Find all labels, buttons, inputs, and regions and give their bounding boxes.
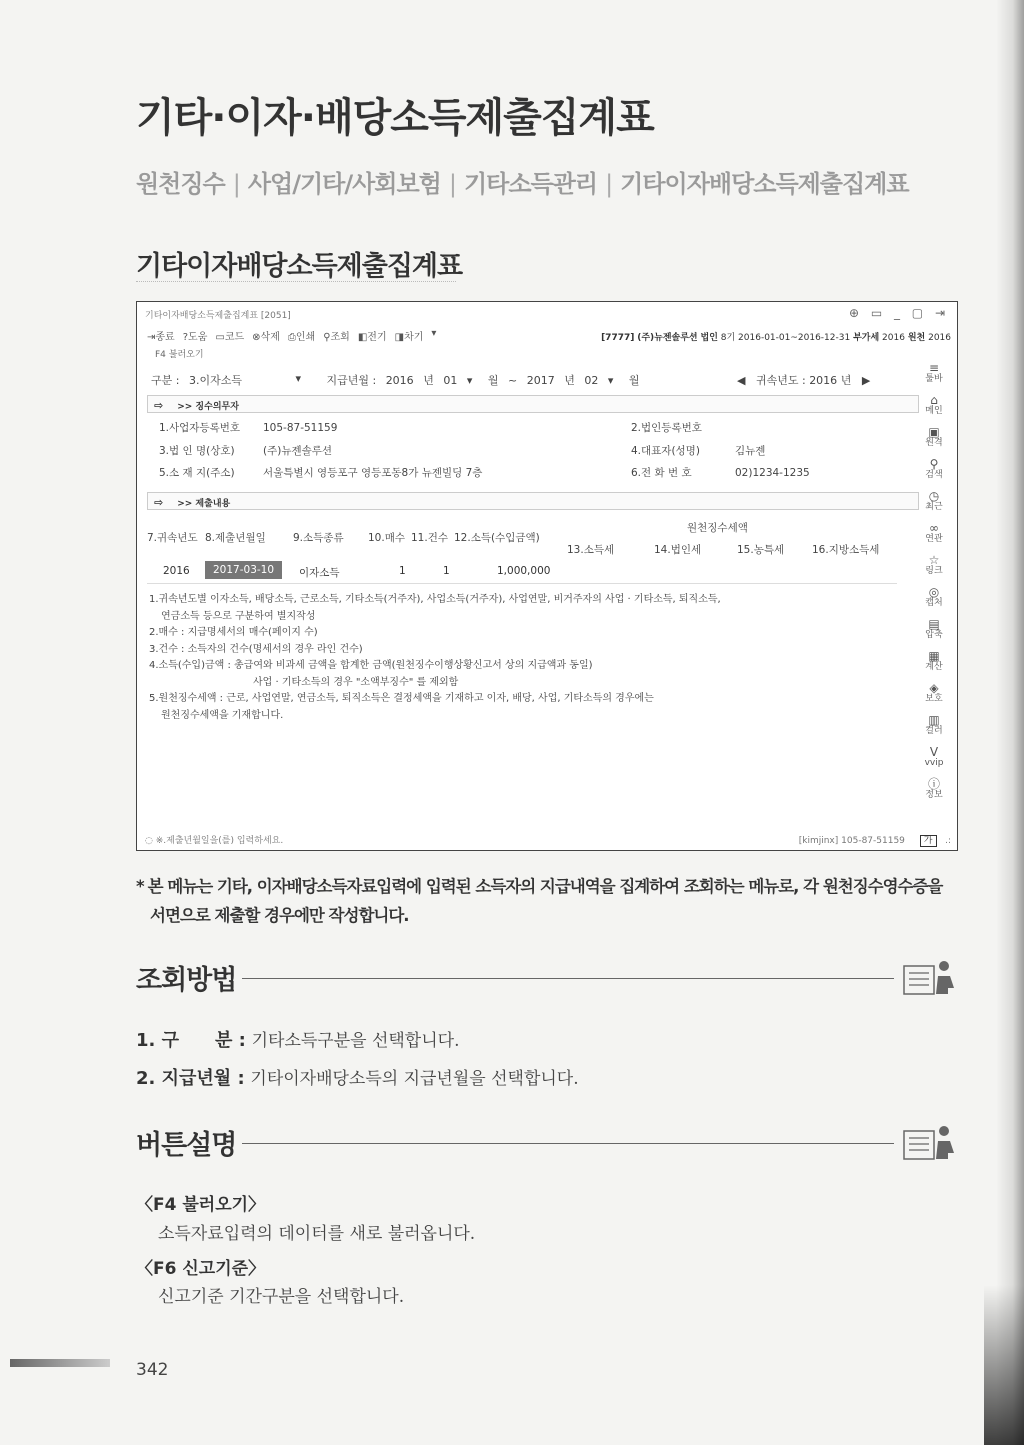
- tel-row: [631, 465, 810, 480]
- toolbar-help-button[interactable]: [183, 328, 208, 343]
- document-person-icon: [902, 1123, 958, 1163]
- sidebar-item-compress[interactable]: [917, 618, 951, 649]
- sidebar-label: 계산: [925, 662, 943, 673]
- table-cell-year[interactable]: 2016: [163, 565, 190, 577]
- section-subtitle: 기타이자배당소득제출집계표: [136, 251, 463, 282]
- arrow-right-icon: ⇨: [154, 496, 164, 509]
- toolbar-label: 삭제: [260, 332, 280, 343]
- toolbar-search-button[interactable]: [323, 328, 350, 343]
- sidebar-label: 캡처: [925, 598, 943, 609]
- sidebar-item-capture[interactable]: [917, 586, 951, 617]
- sidebar-label: 원격: [925, 438, 943, 449]
- page-note: [136, 872, 966, 930]
- note-line: 3.건수 : 소득자의 건수(명세서의 경우 라인 건수): [149, 643, 363, 655]
- toolbar-label: 인쇄: [295, 332, 316, 343]
- field-label: 1.사업자등록번호: [159, 422, 241, 434]
- sidebar-item-color[interactable]: [917, 714, 951, 745]
- toolbar-code-button[interactable]: [215, 328, 244, 343]
- vat-label: 부가세: [853, 333, 880, 343]
- sidebar-label: 정보: [925, 790, 943, 801]
- subtitle-underline: [136, 281, 456, 282]
- rep-row: [631, 443, 765, 458]
- footer-bar: [10, 1359, 110, 1367]
- breadcrumb-separator: |: [448, 170, 456, 198]
- note-star: *: [136, 877, 144, 896]
- address-value[interactable]: 서울특별시 영등포구 영등포동8가 뉴젠빌딩 7층: [263, 467, 483, 479]
- table-header: 12.소득(수입금액): [454, 532, 540, 544]
- note-line: 1.귀속년도별 이자소득, 배당소득, 근로소득, 기타소득(거주자), 사업소득(거주자), 사업연말, 비거주자의 사업 · 기타소득, 퇴직소득,: [149, 594, 721, 605]
- page-corner-shadow: [984, 1285, 1024, 1445]
- withhold-year[interactable]: 2016: [928, 333, 951, 343]
- biz-no-value[interactable]: 105-87-51159: [263, 422, 338, 434]
- arrow-right-icon: ⇨: [154, 399, 164, 412]
- year-unit: 년: [564, 374, 575, 387]
- table-header: 8.제출년월일: [205, 532, 266, 544]
- from-month-select[interactable]: [443, 374, 478, 387]
- company-type: 법인: [700, 333, 718, 343]
- submission-table: [147, 520, 897, 584]
- field-notes: [149, 592, 889, 724]
- resize-grip-icon[interactable]: .:: [939, 836, 951, 846]
- sidebar-item-calculator[interactable]: [917, 650, 951, 681]
- keyboard-mode[interactable]: 가: [920, 835, 937, 847]
- breadcrumb-item: 사업/기타/사회보험: [247, 170, 441, 198]
- attribution-year-value[interactable]: 2016: [809, 374, 838, 387]
- button-f6-desc: 신고기준 기간구분을 선택합니다.: [158, 1287, 405, 1307]
- note-line: 서면으로 제출할 경우에만 작성합니다.: [150, 906, 409, 925]
- exit-icon: ⇥: [147, 332, 156, 343]
- f4-load-button[interactable]: F4 불러오기: [155, 350, 204, 360]
- field-label: 6.전 화 번 호: [631, 467, 692, 479]
- company-code: [7777]: [601, 333, 635, 343]
- status-bizno: 105-87-51159: [841, 836, 905, 846]
- to-month-value: 02: [584, 374, 599, 387]
- sidebar-item-search[interactable]: [917, 458, 951, 489]
- company-name: (주)뉴젠솔루션: [637, 333, 698, 343]
- to-month-select[interactable]: [584, 374, 619, 387]
- toolbar-more-icon[interactable]: ▾: [431, 328, 437, 339]
- attribution-year-label: 귀속년도 :: [755, 374, 806, 387]
- toolbar-icon: ≡: [928, 361, 940, 375]
- code-icon: ▭: [215, 332, 225, 343]
- table-header: 11.건수: [411, 532, 448, 544]
- window-title: 기타이자배당소득제출집계표 [2051]: [145, 311, 291, 321]
- note-line: 2.매수 : 지급명세서의 매수(페이지 수): [149, 627, 318, 638]
- sidebar-label: 보호: [925, 694, 943, 705]
- sidebar-item-protect[interactable]: [917, 682, 951, 713]
- info-icon: ⓘ: [927, 777, 940, 791]
- page-edge-shadow: [996, 0, 1024, 1445]
- field-label: 4.대표자(성명): [631, 445, 700, 457]
- breadcrumb-separator: |: [232, 170, 240, 198]
- toolbar-exit-button[interactable]: [147, 328, 175, 343]
- help-icon: ?: [182, 332, 189, 343]
- corp-no-row: [631, 420, 735, 435]
- section-header-submission: [147, 492, 919, 510]
- sidebar-label: 링크: [925, 566, 943, 577]
- toolbar-delete-button[interactable]: [252, 328, 280, 343]
- sidebar-label: 연관: [925, 534, 943, 545]
- table-cell-submit-date[interactable]: 2017-03-10: [205, 561, 282, 579]
- withhold-label: 원천: [907, 333, 926, 343]
- compress-icon: ▤: [928, 617, 940, 631]
- sidebar-item-main[interactable]: [917, 394, 951, 425]
- search-icon: ⚲: [929, 457, 939, 471]
- section-header-withholder: [147, 395, 919, 413]
- sidebar-item-link[interactable]: [917, 554, 951, 585]
- table-cell-amount[interactable]: 1,000,000: [497, 565, 551, 577]
- section-rule: [242, 1143, 894, 1144]
- category-label: 구분 :: [151, 374, 180, 387]
- filter-bar: [151, 372, 646, 388]
- breadcrumb-item: 기타이자배당소득제출집계표: [620, 170, 909, 198]
- name-row: [159, 443, 332, 458]
- sidebar-label: 컬러: [925, 726, 943, 737]
- table-header: 7.귀속년도: [147, 532, 198, 544]
- table-header: 13.소득세: [567, 544, 615, 556]
- toolbar-print-button[interactable]: [288, 328, 315, 343]
- rep-value[interactable]: 김뉴젠: [735, 445, 766, 457]
- category-value: 3.이자소득: [188, 374, 242, 387]
- category-select[interactable]: [189, 372, 307, 388]
- to-year-input[interactable]: 2017: [526, 374, 555, 387]
- next-year-icon[interactable]: ▶: [861, 374, 871, 387]
- toolbar-label: 전기: [367, 332, 387, 343]
- table-header: 15.농특세: [737, 544, 785, 556]
- table-cell-count[interactable]: 1: [443, 565, 450, 577]
- search-icon: ⚲: [323, 332, 331, 343]
- toolbar-prev-button[interactable]: [358, 328, 387, 343]
- page-title: 기타·이자·배당소득제출집계표: [136, 95, 654, 141]
- query-item: [136, 1026, 459, 1052]
- query-item-desc: 기타이자배당소득의 지급년월을 선택합니다.: [250, 1069, 579, 1089]
- star-icon: ☆: [928, 553, 940, 567]
- company-period: 8기 2016-01-01~2016-12-31: [720, 333, 851, 343]
- sidebar-item-recent[interactable]: [917, 490, 951, 521]
- status-message-icon: ◌: [145, 836, 156, 846]
- company-info: [601, 330, 951, 343]
- page-number: 342: [136, 1360, 169, 1380]
- sidebar-label: 최근: [925, 502, 943, 513]
- vat-year[interactable]: 2016: [882, 333, 905, 343]
- table-header: 9.소득종류: [293, 532, 344, 544]
- sidebar-item-info[interactable]: [917, 778, 951, 809]
- table-cell-income-type[interactable]: 이자소득: [299, 567, 340, 579]
- month-unit: 월: [487, 374, 499, 387]
- table-header: 16.지방소득세: [812, 544, 880, 556]
- query-section-heading: 조회방법: [136, 965, 237, 996]
- toolbar-label: 차기: [404, 332, 424, 343]
- query-item-desc: 기타소득구분을 선택합니다.: [251, 1031, 460, 1051]
- prev-icon: ◧: [357, 332, 368, 343]
- link-icon: ∞: [929, 521, 939, 535]
- toolbar-label: 조회: [330, 332, 350, 343]
- sidebar-label: 메인: [925, 406, 943, 417]
- note-line: 사업 · 기타소득의 경우 "소액부징수" 를 제외함: [253, 676, 459, 688]
- note-line: 연금소득 등으로 구분하여 별지작성: [161, 610, 316, 622]
- button-f4-title: 〈F4 불러오기〉: [136, 1195, 266, 1215]
- query-item-label: 2. 지급년월 :: [136, 1068, 245, 1089]
- next-icon: ◨: [394, 332, 405, 343]
- breadcrumb-item: 원천징수: [136, 170, 225, 198]
- toolbar-label: 도움: [188, 332, 208, 343]
- status-right: [799, 833, 951, 846]
- sidebar-label: 압축: [925, 630, 943, 641]
- software-screenshot: [136, 301, 958, 851]
- attribution-year-nav: [737, 372, 870, 388]
- window-controls[interactable]: ⊕ ▭ _ ▢ ⇥: [848, 306, 949, 320]
- range-tilde: ~: [508, 374, 518, 387]
- query-item-label: 1. 구 분 :: [136, 1030, 246, 1051]
- capture-icon: ◎: [928, 585, 940, 599]
- prev-year-icon[interactable]: ◀: [737, 374, 746, 387]
- home-icon: ⌂: [930, 393, 938, 407]
- table-header: 14.법인세: [654, 544, 702, 556]
- button-f4-desc: 소득자료입력의 데이터를 새로 불러옵니다.: [158, 1224, 476, 1244]
- sidebar-item-vip[interactable]: [917, 746, 951, 777]
- sidebar-label: 검색: [925, 470, 943, 481]
- note-line: 원천징수세액을 기재합니다.: [161, 709, 284, 721]
- document-person-icon: [902, 958, 958, 998]
- from-year-input[interactable]: 2016: [385, 374, 414, 387]
- right-sidebar: [917, 362, 951, 809]
- query-item: [136, 1064, 579, 1090]
- remote-icon: ▣: [928, 425, 940, 439]
- chevron-down-icon: ▾: [295, 372, 301, 385]
- sidebar-label: vvip: [924, 758, 944, 769]
- sidebar-item-related[interactable]: [917, 522, 951, 553]
- toolbar-label: 종료: [155, 332, 175, 343]
- biz-no-row: [159, 420, 337, 435]
- note-line: 5.원천징수세액 : 근로, 사업연말, 연금소득, 퇴직소득은 결정세액을 기재하고 이자, 배당, 사업, 기타소득의 경우에는: [149, 693, 654, 704]
- section-label: >> 징수의무자: [177, 402, 239, 412]
- toolbar-next-button[interactable]: [395, 328, 424, 343]
- table-header: 10.매수: [368, 532, 405, 544]
- breadcrumb: [136, 164, 909, 199]
- vip-icon: V: [929, 745, 939, 759]
- note-line: 4.소득(수입)금액 : 총급여와 비과세 금액을 합계한 금액(원천징수이행상황신고서 상의 지급액과 동일): [149, 660, 593, 671]
- sidebar-item-toolbar[interactable]: [917, 362, 951, 393]
- delete-icon: ⊗: [252, 332, 261, 343]
- recent-icon: ◷: [928, 489, 940, 503]
- year-unit: 년: [423, 374, 434, 387]
- table-cell-sheets[interactable]: 1: [399, 565, 406, 577]
- breadcrumb-separator: |: [605, 170, 613, 198]
- field-label: 5.소 재 지(주소): [159, 467, 235, 479]
- field-label: 2.법인등록번호: [631, 422, 702, 434]
- month-unit: 월: [628, 374, 640, 387]
- button-section-heading: 버튼설명: [136, 1130, 237, 1161]
- toolbar: [147, 328, 436, 343]
- section-label: >> 제출내용: [177, 499, 231, 509]
- section-rule: [242, 978, 894, 979]
- field-label: 3.법 인 명(상호): [159, 445, 235, 457]
- table-group-header: 원천징수세액: [687, 522, 748, 534]
- company-name-value[interactable]: (주)뉴젠솔루션: [263, 445, 333, 457]
- addr-row: [159, 465, 482, 480]
- print-icon: ⎙: [287, 332, 296, 343]
- calculator-icon: ▦: [928, 649, 940, 663]
- from-month-value: 01: [443, 374, 458, 387]
- status-user: [kimjinx]: [798, 836, 839, 846]
- color-icon: ▥: [928, 713, 940, 727]
- tel-value[interactable]: 02)1234-1235: [735, 467, 810, 479]
- status-bar: [145, 833, 951, 846]
- pay-month-label: 지급년월 :: [326, 374, 377, 387]
- breadcrumb-item: 기타소득관리: [463, 170, 598, 198]
- sidebar-item-remote[interactable]: [917, 426, 951, 457]
- status-message: ※.제출년월일을(를) 입력하세요.: [155, 836, 284, 846]
- chevron-down-icon: ▾: [466, 374, 473, 387]
- button-f6-title: 〈F6 신고기준〉: [136, 1259, 266, 1279]
- attribution-year-unit: 년: [840, 374, 852, 387]
- shield-icon: ◈: [929, 681, 939, 695]
- sidebar-label: 툴바: [925, 374, 943, 385]
- chevron-down-icon: ▾: [607, 374, 614, 387]
- note-line: 본 메뉴는 기타, 이자배당소득자료입력에 입력된 소득자의 지급내역을 집계하여 조회하는 메뉴로, 각 원천징수영수증을: [147, 877, 943, 896]
- toolbar-label: 코드: [224, 332, 245, 343]
